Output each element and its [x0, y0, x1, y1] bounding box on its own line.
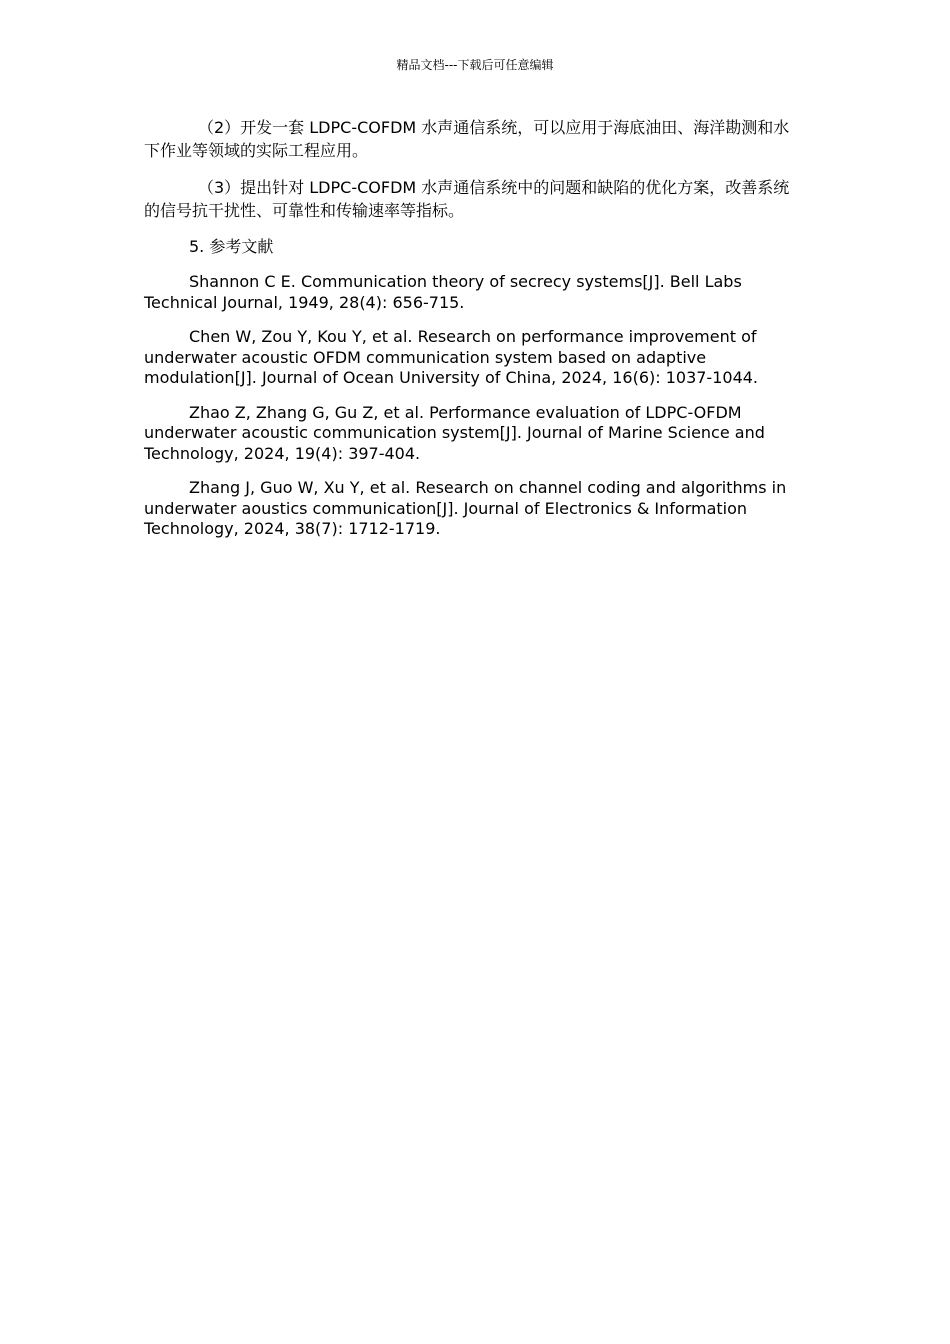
document-body — [144, 116, 804, 554]
paragraph-objective-2: （2）开发一套 LDPC-COFDM 水声通信系统，可以应用于海底油田、海洋勘测和水下作业等领域的实际工程应用。 — [144, 118, 790, 160]
paragraph-objective-3: （3）提出针对 LDPC-COFDM 水声通信系统中的问题和缺陷的优化方案，改善系统的信号抗干扰性、可靠性和传输速率等指标。 — [144, 178, 790, 220]
reference-item: Chen W, Zou Y, Kou Y, et al. Research on performance improvement of underwater acoustic OFDM communication system based on adaptive modulation[J]. Journal of Ocean University of China, 2024, 16(6): 1037-1044. — [144, 327, 759, 387]
page-header: 精品文档---下载后可任意编辑 — [396, 58, 554, 72]
reference-item: Zhang J, Guo W, Xu Y, et al. Research on channel coding and algorithms in underwater aoustics communication[J]. Journal of Electronics & Information Technology, 2024, 38(7): 1712-1719. — [144, 478, 787, 538]
reference-item: Shannon C E. Communication theory of secrecy systems[J]. Bell Labs Technical Journal, 1949, 28(4): 656-715. — [144, 272, 742, 312]
reference-item: Zhao Z, Zhang G, Gu Z, et al. Performance evaluation of LDPC-OFDM underwater acoustic communication system[J]. Journal of Marine Science and Technology, 2024, 19(4): 397-404. — [144, 402, 765, 463]
section-heading-references: 5. 参考文献 — [189, 237, 274, 256]
